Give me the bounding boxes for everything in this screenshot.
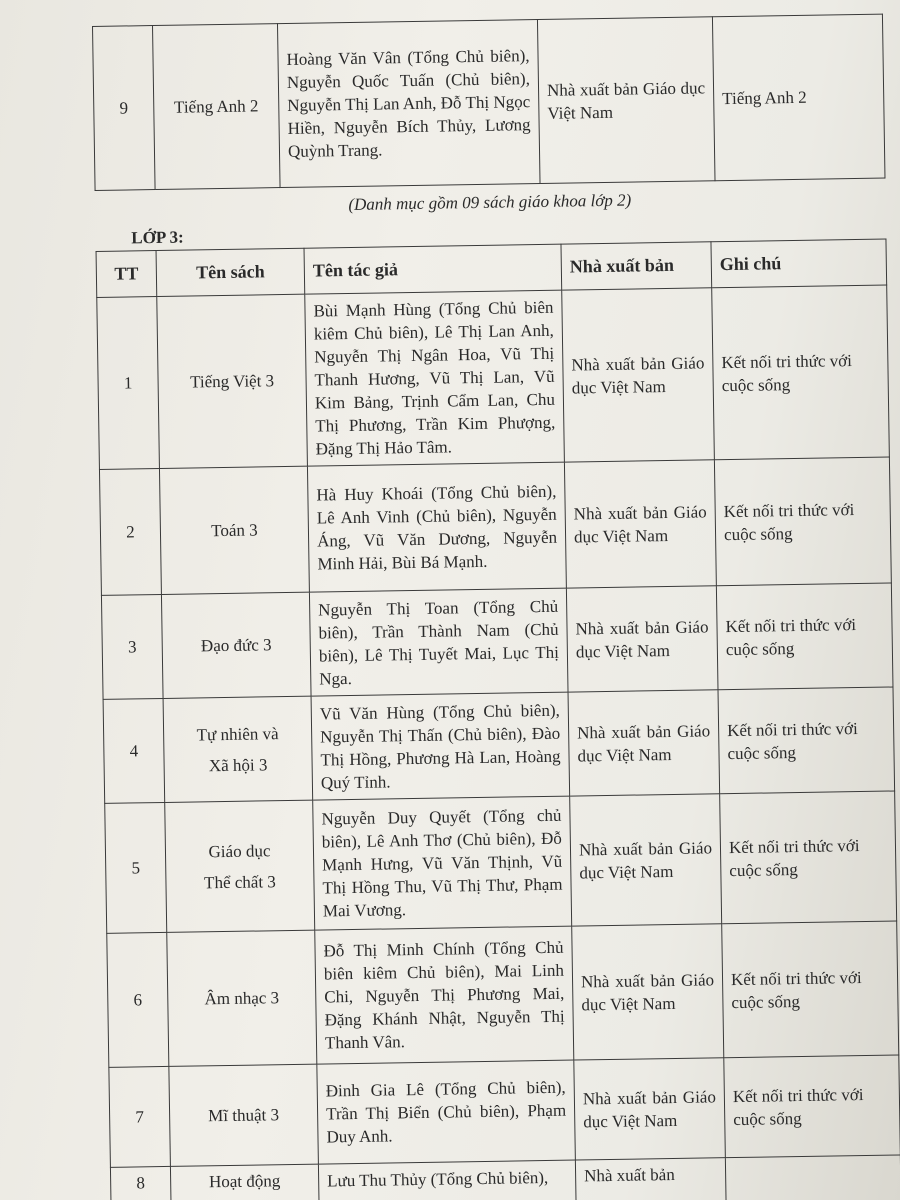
- book-note: Kết nối tri thức với cuộc sống: [720, 791, 897, 924]
- book-note: [725, 1155, 900, 1200]
- book-title-line1: Toán 3: [211, 520, 258, 541]
- book-note: Kết nối tri thức với cuộc sống: [724, 1055, 900, 1158]
- book-publisher: Nhà xuất bản Giáo dục Việt Nam: [570, 794, 722, 926]
- table-row: [99, 457, 891, 595]
- book-title-line2: Xã hội 3: [208, 754, 268, 775]
- book-title: [170, 1164, 319, 1200]
- row-number: 5: [105, 802, 167, 933]
- row-number: 8: [110, 1166, 171, 1200]
- row-number: 4: [103, 698, 165, 803]
- book-note: Kết nối tri thức với cuộc sống: [722, 921, 899, 1058]
- header-note: Ghi chú: [711, 239, 887, 288]
- book-title-line1: Tự nhiên và: [196, 723, 279, 744]
- book-title: [167, 930, 317, 1066]
- book-title: [161, 592, 311, 698]
- book-title-line1: Đạo đức 3: [200, 635, 272, 656]
- book-authors: Đỗ Thị Minh Chính (Tổng Chủ biên kiêm Chủ biên), Mai Linh Chi, Nguyễn Thị Phương Mai, Đặng Khánh Nhật, Nguyễn Thị Thanh Vân.: [315, 926, 574, 1064]
- table-row: [107, 921, 899, 1067]
- book-publisher: Nhà xuất bản Giáo dục Việt Nam: [574, 1058, 726, 1160]
- document-page: [92, 14, 900, 1200]
- book-title: [163, 696, 313, 802]
- book-authors: Bùi Mạnh Hùng (Tổng Chủ biên kiêm Chủ biên), Lê Thị Lan Anh, Nguyễn Thị Ngân Hoa, Vũ Thị Thanh Hương, Vũ Thị Lan, Vũ Kim Bảng, Trịnh Cẩm Lan, Chu Thị Phương, Trần Kim Phượng, Đặng Thị Hảo Tâm.: [305, 290, 565, 466]
- book-authors: Vũ Văn Hùng (Tổng Chủ biên), Nguyễn Thị Thấn (Chủ biên), Đào Thị Hồng, Phương Hà Lan, Hoàng Quý Tỉnh.: [311, 692, 570, 800]
- book-note: Kết nối tri thức với cuộc sống: [718, 687, 895, 794]
- book-publisher: Nhà xuất bản Giáo dục Việt Nam: [566, 586, 718, 692]
- table-row: [105, 791, 897, 933]
- book-title: [159, 466, 309, 594]
- row-number: 2: [99, 468, 161, 595]
- book-title: [165, 800, 315, 932]
- header-authors: Tên tác giả: [304, 244, 562, 294]
- book-title: [157, 294, 308, 468]
- grade3-heading: LỚP 3:: [131, 227, 184, 248]
- book-title-line1: Âm nhạc 3: [204, 988, 280, 1009]
- book-authors: Lưu Thu Thủy (Tổng Chủ biên),: [318, 1160, 576, 1200]
- table-row: [101, 583, 893, 699]
- book-authors: Hoàng Văn Vân (Tổng Chủ biên), Nguyễn Quốc Tuấn (Chủ biên), Nguyễn Thị Lan Anh, Đỗ Thị Ngọc Hiền, Nguyễn Bích Thủy, Lương Quỳnh Trang.: [277, 20, 540, 188]
- row-number: 9: [93, 26, 156, 191]
- book-title-line2: Thể chất 3: [203, 871, 276, 892]
- table-row: [109, 1055, 900, 1167]
- table-row: [103, 687, 895, 803]
- book-title-line1: Tiếng Việt 3: [189, 371, 275, 392]
- header-name: Tên sách: [156, 248, 305, 296]
- book-title-line1: Mĩ thuật 3: [208, 1105, 280, 1126]
- row-number: 7: [109, 1066, 171, 1167]
- row-number: 6: [107, 932, 169, 1067]
- grade3-table: [96, 239, 900, 1200]
- row-number: 1: [97, 297, 160, 470]
- book-note: Kết nối tri thức với cuộc sống: [712, 285, 890, 460]
- book-authors: Đinh Gia Lê (Tổng Chủ biên), Trần Thị Biển (Chủ biên), Phạm Duy Anh.: [317, 1060, 576, 1164]
- row-number: 3: [101, 594, 163, 699]
- book-publisher: Nhà xuất bản Giáo dục Việt Nam: [572, 924, 724, 1060]
- book-note: Tiếng Anh 2: [712, 14, 885, 181]
- book-authors: Hà Huy Khoái (Tổng Chủ biên), Lê Anh Vinh (Chủ biên), Nguyễn Áng, Vũ Văn Dương, Nguyễn Minh Hải, Bùi Bá Mạnh.: [307, 462, 566, 592]
- book-authors: Nguyễn Duy Quyết (Tổng chủ biên), Lê Anh Thơ (Chủ biên), Đỗ Mạnh Hưng, Vũ Văn Thịnh, Vũ Thị Hồng Thu, Vũ Thị Thư, Phạm Mai Vương.: [313, 796, 572, 930]
- book-publisher: Nhà xuất bản Giáo dục Việt Nam: [568, 690, 720, 796]
- book-title: Tiếng Anh 2: [153, 24, 281, 190]
- grade2-table-tail: [92, 14, 885, 191]
- book-note: Kết nối tri thức với cuộc sống: [714, 457, 891, 586]
- header-publisher: Nhà xuất bản: [561, 242, 712, 290]
- book-title-line1: Hoạt động: [208, 1171, 281, 1192]
- table-row: [93, 14, 885, 190]
- book-publisher: Nhà xuất bản Giáo dục Việt Nam: [537, 17, 715, 184]
- book-note: Kết nối tri thức với cuộc sống: [716, 583, 893, 690]
- table-row: [97, 285, 890, 469]
- book-publisher: Nhà xuất bản Giáo dục Việt Nam: [562, 288, 715, 462]
- book-publisher: Nhà xuất bản: [575, 1158, 726, 1200]
- book-publisher: Nhà xuất bản Giáo dục Việt Nam: [564, 460, 716, 588]
- book-authors: Nguyễn Thị Toan (Tổng Chủ biên), Trần Thành Nam (Chủ biên), Lê Thị Tuyết Mai, Lục Thị Nga.: [309, 588, 568, 696]
- grade2-caption: (Danh mục gồm 09 sách giáo khoa lớp 2): [348, 190, 632, 214]
- header-tt: TT: [96, 251, 157, 298]
- book-title: [169, 1064, 319, 1166]
- book-title-line1: Giáo dục: [208, 840, 271, 861]
